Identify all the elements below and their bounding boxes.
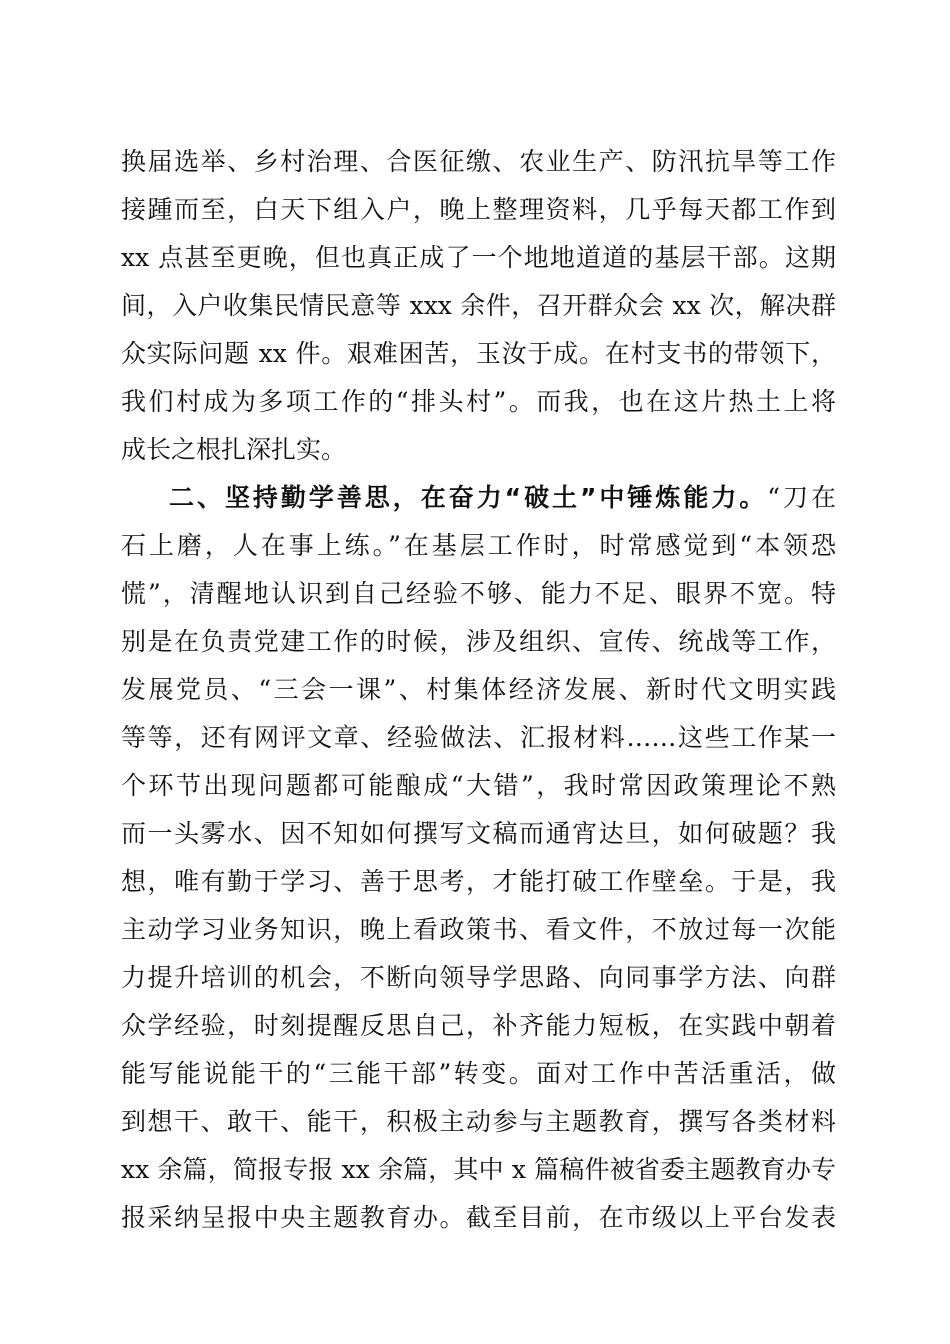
body-text-line: 我们村成为多项工作的“排头村”。而我，也在这片热土上将 <box>121 387 836 416</box>
body-text-line: 力提升培训的机会，不断向领导学思路、向同事学方法、向群 <box>121 963 836 992</box>
body-text-line: 个环节出现问题都可能酿成“大错”，我时常因政策理论不熟 <box>121 771 836 800</box>
body-text-line: 间，入户收集民情民意等 xxx 余件，召开群众会 xx 次，解决群 <box>121 291 836 320</box>
body-text-line: 慌”，清醒地认识到自己经验不够、能力不足、眼界不宽。特 <box>121 579 836 608</box>
body-text-line: 发展党员、“三会一课”、村集体经济发展、新时代文明实践 <box>121 675 836 704</box>
body-text-line: 别是在负责党建工作的时候，涉及组织、宣传、统战等工作， <box>121 627 836 656</box>
body-text-fragment: “刀在 <box>767 483 836 512</box>
body-text-line: 报采纳呈报中央主题教育办。截至目前，在市级以上平台发表 <box>121 1203 836 1232</box>
body-text-line: 主动学习业务知识，晚上看政策书、看文件，不放过每一次能 <box>121 915 836 944</box>
body-text-line: 众实际问题 xx 件。艰难困苦，玉汝于成。在村支书的带领下， <box>121 339 836 368</box>
body-text-line: 想，唯有勤于学习、善于思考，才能打破工作壁垒。于是，我 <box>121 867 836 896</box>
body-text-line: 换届选举、乡村治理、合医征缴、农业生产、防汛抗旱等工作 <box>121 147 836 176</box>
body-text-line: 等等，还有网评文章、经验做法、汇报材料……这些工作某一 <box>121 723 836 752</box>
body-text-line: xx 点甚至更晚，但也真正成了一个地地道道的基层干部。这期 <box>121 243 836 272</box>
body-text-line: 接踵而至，白天下组入户，晚上整理资料，几乎每天都工作到 <box>121 195 836 224</box>
body-text-line: 众学经验，时刻提醒反思自己，补齐能力短板，在实践中朝着 <box>121 1011 836 1040</box>
section-heading: 二、坚持勤学善思，在奋力“破土”中锤炼能力。 <box>169 483 768 512</box>
section-heading-line <box>169 475 836 521</box>
body-text-line: 能写能说能干的“三能干部”转变。面对工作中苦活重活，做 <box>121 1059 836 1088</box>
body-text-line: 成长之根扎深扎实。 <box>121 435 347 464</box>
body-text-line: xx 余篇，简报专报 xx 余篇，其中 x 篇稿件被省委主题教育办专 <box>121 1155 836 1184</box>
body-text-line: 而一头雾水、因不知如何撰写文稿而通宵达旦，如何破题？我 <box>121 819 836 848</box>
body-text-line: 到想干、敢干、能干，积极主动参与主题教育，撰写各类材料 <box>121 1107 836 1136</box>
body-text-line: 石上磨，人在事上练。”在基层工作时，时常感觉到“本领恐 <box>121 531 836 560</box>
